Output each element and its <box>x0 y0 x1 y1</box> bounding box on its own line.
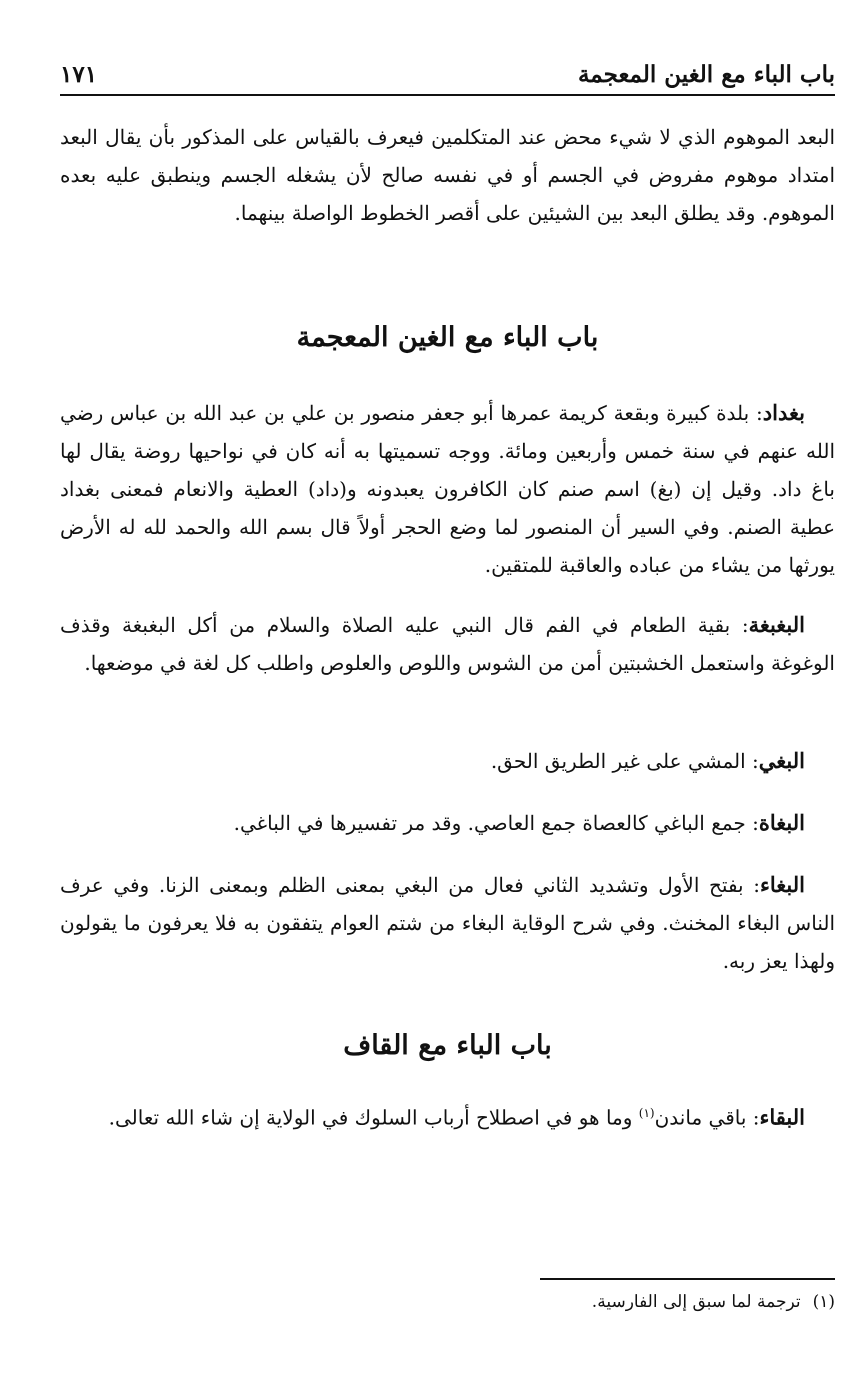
entry-bigha <box>60 866 835 980</box>
entry-term: البغاء <box>760 872 805 897</box>
entry-term: البغاة <box>758 810 805 835</box>
entry-baghdad <box>60 394 835 584</box>
continuation-text: البعد الموهوم الذي لا شيء محض عند المتكلمين فيعرف بالقياس على المذكور بأن يقال البعد امتداد موهوم مفروض في الجسم أو في نفسه صالح لأن يشغله الجسم وينطبق عليه بعده الموهوم. وقد يطلق البعد بين الشيئين على أقصر الخطوط الواصلة بينهما. <box>60 125 835 225</box>
footnote-reference[interactable]: (١) <box>638 1106 655 1120</box>
entry-definition: بقية الطعام في الفم قال النبي عليه الصلاة والسلام من أكل البغبغة وقذف الوغوغة واستعمل الخشبتين أمن من الشوس واللوص والعلوص واطلب كل لغة في موضعها. <box>60 613 835 675</box>
entry-definition-end: وما هو في اصطلاح أرباب السلوك في الولاية إن شاء الله تعالى. <box>108 1105 639 1130</box>
entry-separator: : <box>746 1105 760 1130</box>
entry-bughat <box>60 804 835 842</box>
entry-baghbagha <box>60 606 835 682</box>
entry-term: بغداد <box>762 400 805 425</box>
entry-definition: بفتح الأول وتشديد الثاني فعال من البغي بمعنى الظلم وبمعنى الزنا. وفي عرف الناس البغاء المخنث. وفي شرح الوقاية البغاء من شتم العوام يتفقون به فلا يعرفون ما يقولون ولهذا يعز ربه. <box>60 873 835 973</box>
running-header <box>60 56 835 96</box>
entry-definition: جمع الباغي كالعصاة جمع العاصي. وقد مر تفسيرها في الباغي. <box>233 811 746 835</box>
entry-baqa <box>60 1094 835 1137</box>
entry-separator: : <box>745 749 759 773</box>
running-title: باب الباء مع الغين المعجمة <box>577 61 835 88</box>
entry-separator: : <box>743 873 761 897</box>
entry-baghy <box>60 742 835 780</box>
section-title-qaf: باب الباء مع القاف <box>343 1030 552 1061</box>
entry-separator: : <box>730 613 749 637</box>
entry-separator: : <box>749 401 763 425</box>
footnote-divider <box>540 1278 835 1280</box>
entry-definition: بلدة كبيرة وبقعة كريمة عمرها أبو جعفر منصور بن علي بن عبد الله بن عباس رضي الله عنهم في سنة خمس وأربعين ومائة. ووجه تسميتها به أنه كان في نواحيها روضة يقال لها باغ داد. وقيل إن (بغ) اسم صنم كان الكافرون يعبدونه و(داد) العطية والانعام فمعنى بغداد عطية الصنم. وفي السير أن المنصور لما وضع الحجر أولاً قال بسم الله والحمد لله له الأرض يورثها من يشاء من عباده والعاقبة للمتقين. <box>60 401 835 577</box>
entry-term: البغي <box>758 748 805 773</box>
book-page <box>60 0 835 1377</box>
entry-definition-start: باقي ماندن <box>654 1105 747 1130</box>
footnote <box>60 1292 835 1312</box>
page-number: ١٧١ <box>60 61 98 88</box>
entry-term: البقاء <box>759 1104 805 1130</box>
entry-definition: المشي على غير الطريق الحق. <box>490 749 746 773</box>
section-title-ghain: باب الباء مع الغين المعجمة <box>296 322 599 353</box>
entry-separator: : <box>745 811 759 835</box>
entry-term: البغبغة <box>748 612 805 637</box>
footnote-marker: (١) <box>812 1292 835 1312</box>
continuation-paragraph <box>60 118 835 232</box>
footnote-text: ترجمة لما سبق إلى الفارسية. <box>591 1292 801 1312</box>
